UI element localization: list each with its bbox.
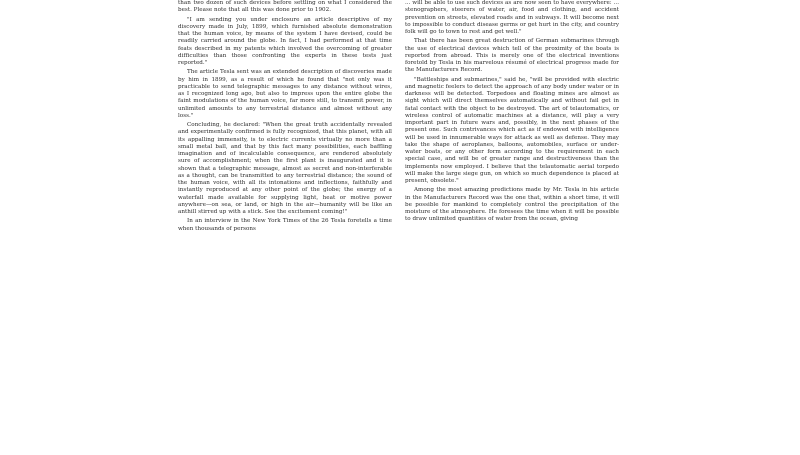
- paragraph: ... will be able to use such devices as are now seen to have everywhere: ... stenographers, steerers of water, air, food and clothing, and accident prevention on streets, elevated roads and in subways. It will become next to impossible to conduct disease germs or get hurt in the city, and country folk will go to town to rest and get well.": [405, 0, 619, 35]
- paragraph: In an interview in the New York Times of the 26 Tesla foretells a time when thousands of persons: [178, 218, 392, 232]
- newspaper-sheet: [176, 0, 621, 455]
- text-column-left: [178, 0, 392, 455]
- paragraph: The article Tesla sent was an extended description of discoveries made by him in 1899, as a result of which he found that "not only was it practicable to send telegraphic messages to any distance without wires, as I recognized long ago, but also to impress upon the entire globe the faint modulations of the human voice, far more still, to transmit power, in unlimited amounts to any terrestrial distance and almost without any loss.": [178, 69, 392, 119]
- paragraph: "Battleships and submarines," said he, "will be provided with electric and magnetic feelers to detect the approach of any body under water or in darkness will be detected. Torpedoes and floating mines are almost as sight which will direct themselves automatically and without fail get in fatal contact with the object to be destroyed. The art of telautomatics, or wireless control of automatic machines at a distance, will play a very important part in future wars and, possibly, in the next phases of the present one. Such contrivances which act as if endowed with intelligence will be used in innumerable ways for attack as well as defense. They may take the shape of aeroplanes, balloons, automobiles, surface or under-water boats, or any other form according to the requirement in each special case, and will be of greater range and destructiveness than the implements now employed. I believe that the telautomatic aerial torpedo will make the large siege gun, on which so much dependence is placed at present, obsolete.": [405, 76, 619, 184]
- paragraph: That there has been great destruction of German submarines through the use of electrical devices which tell of the proximity of the boats is reported from abroad. This is merely one of the electrical inventions foretold by Tesla in his marvelous résumé of electrical progress made for the Manufacturers Record.: [405, 38, 619, 74]
- text-column-right: [405, 0, 619, 455]
- paragraph: than two dozen of such devices before settling on what I considered the best. Please note that all this was done prior to 1902.: [178, 0, 392, 14]
- paragraph: "I am sending you under enclosure an article descriptive of my discovery made in July, 1899, which furnished absolute demonstration that the human voice, by means of the system I have devised, could be readily carried around the globe. In fact, I had performed at that time feats described in my patents which involved the overcoming of greater difficulties than those confronting the experts in these tests just reported.": [178, 16, 392, 66]
- paragraph: Among the most amazing predictions made by Mr. Tesla in his article in the Manufacturers Record was the one that, within a short time, it will be possible for mankind to completely control the precipitation of the moisture of the atmosphere. He foresees the time when it will be possible to draw unlimited quantities of water from the ocean, giving: [405, 187, 619, 223]
- paragraph: Concluding, he declared: "When the great truth accidentally revealed and experimentally confirmed is fully recognized, that this planet, with all its appalling immensity, is to electric currents virtually no more than a small metal ball, and that by this fact many possibilities, each baffling imagination and of incalculable consequence, are rendered absolutely sure of accomplishment; when the first plant is inaugurated and it is shown that a telegraphic message, almost as secret and non-interferable as a thought, can be transmitted to any terrestrial distance; the sound of the human voice, with all its intonations and inflections, faithfully and instantly reproduced at any other point of the globe; the energy of a waterfall made available for supplying light, heat or motive power anywhere—on sea, or land, or high in the air—humanity will be like an anthill stirred up with a stick. See the excitement coming!": [178, 122, 392, 215]
